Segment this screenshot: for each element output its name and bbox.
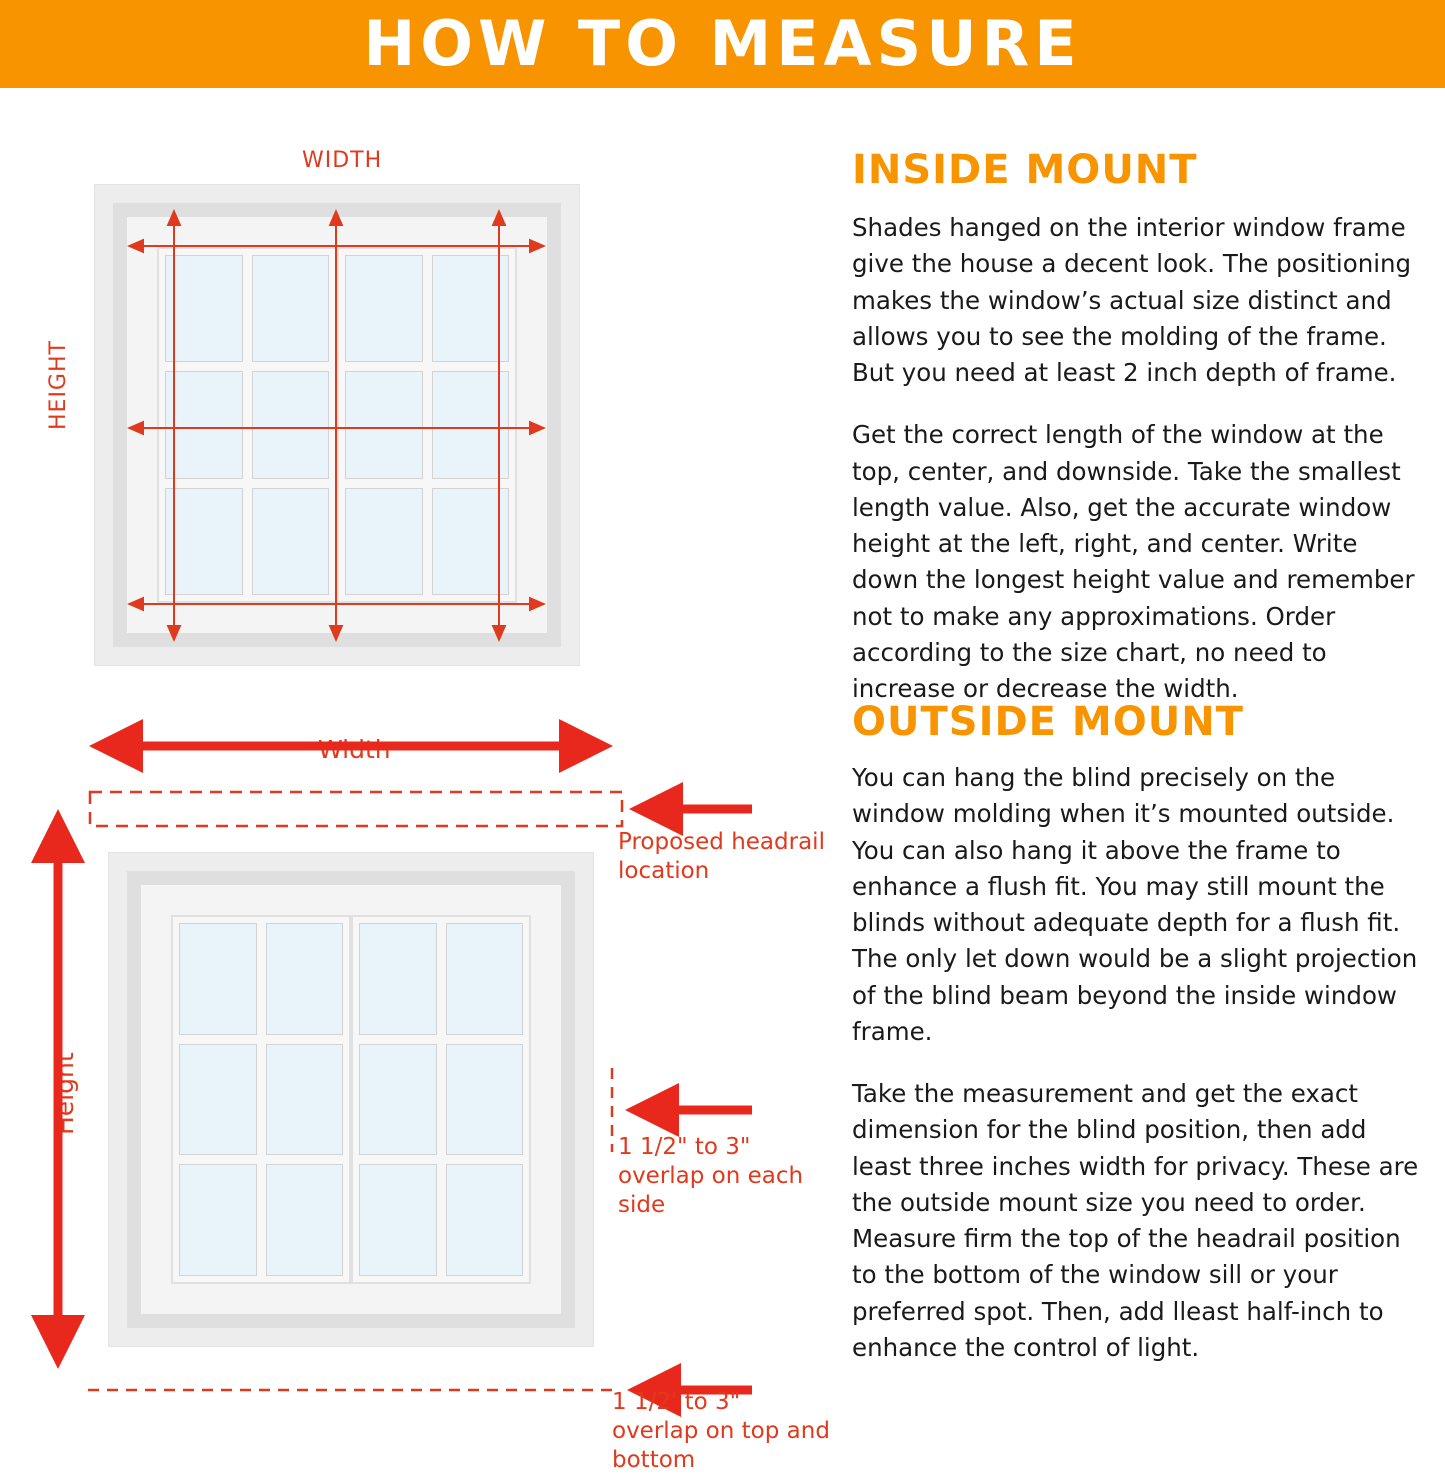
glass-pane [359, 923, 437, 1035]
glass-pane [252, 371, 330, 478]
topbottom-overlap-note: 1 1/2' to 3" overlap on top and bottom [612, 1389, 830, 1473]
inside-width-label: WIDTH [302, 148, 383, 173]
glass-pane [432, 255, 510, 362]
inside-mount-paragraph-1: Shades hanged on the interior window frame give the house a decent look. The positioning makes the window’s actual size distinct and allows you to see the molding of the frame. But you need at least 2 inch depth of frame. [852, 213, 1412, 387]
inside-height-label: HEIGHT [46, 340, 71, 430]
outside-mount-paragraph-1: You can hang the blind precisely on the window molding when it’s mounted outside. You can also hang it above the frame to enhance a flush fit. You may still mount the blinds without adequate depth for a flush fit. The only let down would be a slight projection of the blind beam beyond the inside window frame. [852, 763, 1418, 1046]
glass-pane [266, 1044, 344, 1156]
glass-pane [179, 1164, 257, 1276]
window-glass-area [157, 247, 517, 603]
glass-pane [252, 255, 330, 362]
window-sash-left [171, 915, 351, 1284]
window-sash-left [157, 247, 337, 603]
outside-mount-heading: OUTSIDE MOUNT [852, 699, 1244, 745]
inside-mount-section [852, 148, 1430, 707]
window-sash-right [337, 247, 517, 603]
outside-mount-section [852, 700, 1430, 1366]
window-sash-right [351, 915, 531, 1284]
outside-height-label: Height [50, 1052, 79, 1135]
outside-width-label: Width [318, 735, 391, 764]
glass-pane [432, 371, 510, 478]
glass-pane [446, 1164, 524, 1276]
glass-pane [252, 488, 330, 595]
glass-pane [165, 371, 243, 478]
side-overlap-note: 1 1/2" to 3" overlap on each side [618, 1134, 804, 1218]
glass-pane [266, 1164, 344, 1276]
window-frame-outer [127, 871, 575, 1328]
glass-pane [165, 488, 243, 595]
outside-mount-window [108, 852, 594, 1347]
glass-pane [446, 923, 524, 1035]
glass-pane [359, 1044, 437, 1156]
glass-pane [446, 1044, 524, 1156]
glass-pane [345, 488, 423, 595]
inside-mount-heading: INSIDE MOUNT [852, 147, 1198, 193]
outside-mount-paragraph-2: Take the measurement and get the exact dimension for the blind position, then add least three inches width for privacy. These are the outside mount size you need to order. Measure firm the top of the headrail position to the bottom of the window sill or your preferred spot. Then, add lleast half-inch to enhance the control of light. [852, 1079, 1419, 1362]
window-frame-inner [127, 217, 547, 633]
window-frame-outer [113, 203, 561, 647]
glass-pane [345, 255, 423, 362]
inside-mount-window [94, 184, 580, 666]
glass-pane [179, 923, 257, 1035]
glass-pane [266, 923, 344, 1035]
glass-pane [345, 371, 423, 478]
glass-pane [179, 1044, 257, 1156]
glass-pane [359, 1164, 437, 1276]
window-frame-inner [141, 885, 561, 1314]
headrail-note: Proposed headrail location [618, 829, 825, 884]
glass-pane [432, 488, 510, 595]
window-glass-area [171, 915, 531, 1284]
inside-mount-paragraph-2: Get the correct length of the window at the top, center, and downside. Take the smallest length value. Also, get the accurate window height at the left, right, and center. Write down the longest height value and remember not to make any approximations. Order according to the size chart, no need to increase or decrease the width. [852, 420, 1415, 703]
glass-pane [165, 255, 243, 362]
page-title: HOW TO MEASURE [363, 7, 1082, 80]
